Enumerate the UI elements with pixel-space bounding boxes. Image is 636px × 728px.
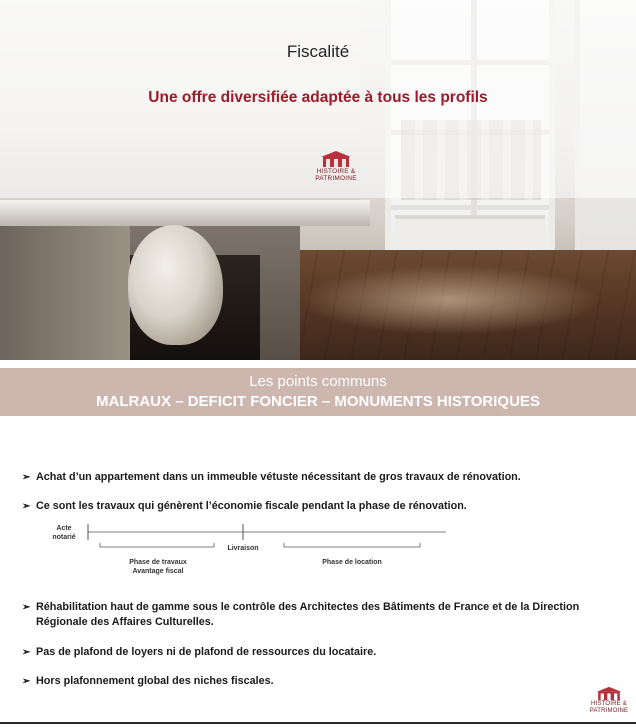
logo-line1: HISTOIRE & xyxy=(591,701,627,707)
list-item: ➢ Hors plafonnement global des niches fiscales. xyxy=(22,675,274,687)
arrow-bullet-icon: ➢ xyxy=(22,676,31,687)
list-item: ➢ Réhabilitation haut de gamme sous le contrôle des Architectes des Bâtiments de France et de la Direction Régionale des Affaires Culturelles. xyxy=(22,601,580,628)
timeline-lines xyxy=(0,518,636,580)
section-banner xyxy=(0,368,636,416)
brand-logo xyxy=(311,150,361,182)
building-icon xyxy=(319,150,353,168)
banner-title: Les points communs xyxy=(249,373,387,390)
timeline-diagram xyxy=(0,518,636,580)
timeline-milestone-label: Livraison xyxy=(227,545,259,552)
banner-subtitle: MALRAUX – DEFICIT FONCIER – MONUMENTS HISTORIQUES xyxy=(96,393,540,410)
list-item: ➢ Pas de plafond de loyers ni de plafond de ressources du locataire. xyxy=(22,646,377,658)
list-item: ➢ Achat d’un appartement dans un immeuble vétuste nécessitant de gros travaux de rénovation. xyxy=(22,471,521,483)
page-subtitle: Une offre diversifiée adaptée à tous les profils xyxy=(148,89,488,106)
footer-logo xyxy=(586,686,632,714)
footer-divider xyxy=(0,722,636,724)
list-item: ➢ Ce sont les travaux qui génèrent l’économie fiscale pendant la phase de rénovation. xyxy=(22,500,467,512)
building-icon xyxy=(594,686,624,701)
arrow-bullet-icon: ➢ xyxy=(22,501,31,512)
logo-line2: PATRIMOINE xyxy=(589,707,629,714)
arrow-bullet-icon: ➢ xyxy=(22,602,31,613)
lion-sculpture xyxy=(128,225,223,345)
page-title: Fiscalité xyxy=(286,42,350,61)
arrow-bullet-icon: ➢ xyxy=(22,647,31,658)
timeline-start-label: Acte notarié xyxy=(52,525,76,541)
timeline-phase2-label: Phase de location xyxy=(322,559,382,566)
arrow-bullet-icon: ➢ xyxy=(22,472,31,483)
timeline-phase1-label: Phase de travaux Avantage fiscal xyxy=(129,559,187,575)
logo-line2: PATRIMOINE xyxy=(315,175,357,182)
logo-line1: HISTOIRE & xyxy=(316,168,356,175)
